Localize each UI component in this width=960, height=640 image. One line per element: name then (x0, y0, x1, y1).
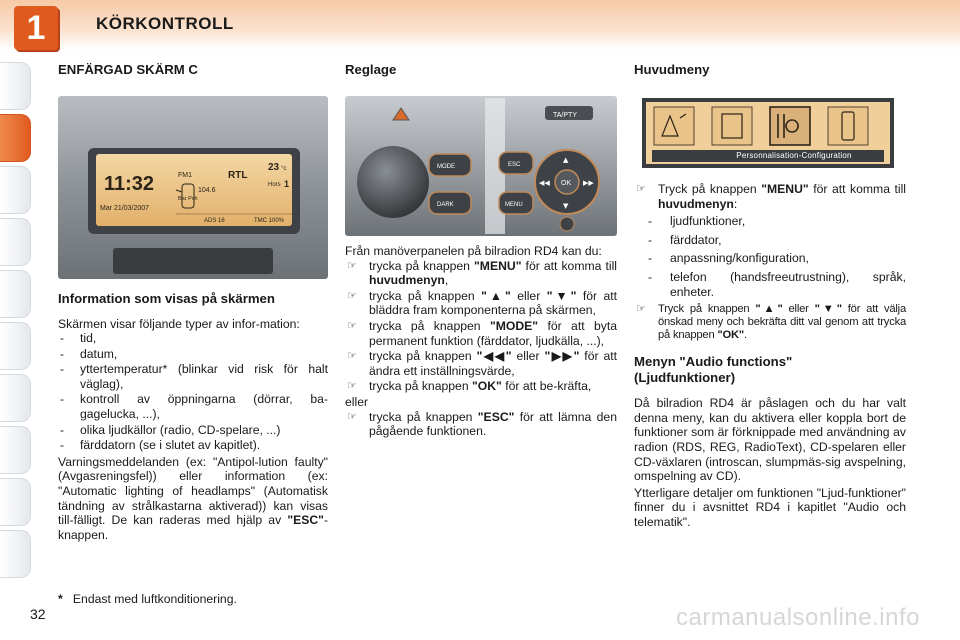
control-panel-illustration (345, 96, 617, 236)
footnote (58, 592, 237, 606)
pointer-icon: ☞ (347, 259, 357, 272)
down-arrow-icon: ▼ (563, 202, 569, 210)
pointer-icon: ☞ (636, 183, 646, 195)
pointer-icon: ☞ (347, 350, 357, 363)
list-item: - tid, (58, 331, 328, 346)
screen-temperature: 23 (268, 162, 280, 173)
chapter-tab[interactable] (0, 270, 31, 318)
control-panel-photo (345, 96, 617, 236)
chapter-tab[interactable] (0, 218, 31, 266)
audio-paragraph-1: Då bilradion RD4 är påslagen och du har valt denna meny, kan du aktivera eller koppla bort de funktioner som är förknippade med användning av radion (RDS, REG, RadioText), CD-spelaren eller CD-växlaren (introscan, slumpmäs-sig avspelning, omspelning av CD). (634, 396, 906, 484)
sub-heading-audio-functions: Menyn "Audio functions" (Ljudfunktioner) (634, 354, 793, 385)
warning-text-end: -knappen. (58, 513, 328, 542)
chapter-tab[interactable] (0, 478, 31, 526)
chapter-tab-active[interactable] (0, 114, 31, 162)
list-item: ☞ trycka på knappen "ESC" för att lämna den pågående funktionen. (347, 409, 617, 439)
screen-ads: ADS 16 (204, 218, 225, 224)
watermark: carmanualsonline.info (676, 604, 920, 631)
chapter-tab[interactable] (0, 426, 31, 474)
dark-button-label: DARK (437, 202, 454, 208)
display-screen-photo (58, 96, 328, 279)
screen-time: 11:32 (104, 173, 155, 195)
list-item: ☞ trycka på knappen "MENU" för att komma till huvudmenyn, (347, 258, 617, 288)
list-item: ☞ trycka på knappen "▲" eller "▼" för att bläddra fram komponenterna på skärmen, (347, 288, 618, 318)
screen-bands: Bar Pch (178, 196, 198, 202)
pointer-icon: ☞ (636, 303, 646, 316)
configuration-icon[interactable] (770, 107, 810, 145)
chapter-number-badge: 1 (14, 6, 58, 50)
section-heading-controls: Reglage (345, 62, 397, 77)
trip-computer-icon[interactable] (712, 107, 752, 145)
list-item: ☞ trycka på knappen "MODE" för att byta permanent funktion (färddator, ljudkälla, ...), (347, 318, 618, 348)
display-screen-illustration (58, 96, 328, 279)
esc-button-label: ESC (508, 162, 521, 168)
display-intro: Skärmen visar följande typer av infor-mation: (58, 316, 300, 331)
chapter-tab[interactable] (0, 166, 31, 214)
sub-heading-information: Information som visas på skärmen (58, 291, 275, 306)
list-item: ☞ trycka på knappen "OK" för att be-kräfta, (347, 379, 592, 394)
list-item: - datum, (58, 347, 328, 362)
mode-button-label: MODE (437, 164, 455, 170)
pointer-icon: ☞ (347, 289, 357, 302)
pointer-icon: ☞ (347, 410, 357, 423)
list-item: - kontroll av öppningarna (dörrar, ba-gagelucka, ...), (58, 392, 328, 421)
forward-icon: ▶▶ (583, 179, 594, 187)
list-item: ☞ Tryck på knappen "MENU" för att komma till huvudmenyn: (636, 182, 906, 211)
up-arrow-icon: ▲ (563, 156, 569, 164)
main-menu-list (634, 182, 906, 211)
telephone-icon[interactable] (828, 107, 868, 145)
chapter-tab[interactable] (0, 374, 31, 422)
controls-or: eller (345, 394, 369, 409)
screen-band: FM1 (178, 172, 192, 179)
menu-button-label: MENU (505, 202, 523, 208)
screen-frequency: 104.6 (198, 187, 216, 194)
footnote-star: * (58, 592, 63, 606)
column-controls (345, 62, 617, 440)
list-item: - färddator, (646, 233, 906, 248)
chapter-tabs (0, 62, 36, 582)
list-item: ☞ trycka på knappen "◀◀" eller "▶▶" för att ändra ett inställningsvärde, (347, 349, 618, 378)
controls-list-esc (345, 410, 617, 439)
pointer-icon: ☞ (347, 319, 357, 332)
main-menu-items (646, 214, 906, 299)
column-main-menu (634, 62, 906, 530)
volume-knob[interactable] (357, 146, 429, 218)
screen-temperature-unit: °c (281, 166, 287, 172)
rewind-icon: ◀◀ (539, 179, 550, 187)
section-heading-main-menu: Huvudmeny (634, 62, 710, 77)
screen-preset: 1 (284, 179, 290, 189)
ta-button-label[interactable]: TA/PTY (553, 112, 577, 119)
section-heading-display: ENFÄRGAD SKÄRM C (58, 62, 198, 77)
menu-caption: Personnalisation-Configuration (736, 151, 852, 160)
screen-date: Mar 21/03/2007 (100, 205, 150, 212)
list-item: - olika ljudkällor (radio, CD-spelare, ...) (58, 423, 328, 438)
audio-paragraph-2: Ytterligare detaljer om funktionen "Ljud-funktioner" finner du i avsnittet RD4 i kapitlet "Audio och telematik". (634, 485, 906, 529)
esc-key-label: "ESC" (287, 513, 324, 528)
screen-station: RTL (228, 170, 248, 181)
chapter-tab[interactable] (0, 62, 31, 110)
pointer-icon: ☞ (347, 380, 357, 393)
list-item: - telefon (handsfreeutrustning), språk, enheter. (646, 270, 906, 299)
screen-tmc: TMC 100% (254, 218, 285, 224)
page-number: 32 (30, 606, 46, 622)
list-item: - anpassning/konfiguration, (646, 251, 906, 266)
warning-paragraph (58, 455, 328, 543)
column-display (58, 62, 328, 542)
list-item: ☞ Tryck på knappen "▲" eller "▼" för att välja önskad meny och bekräfta ditt val genom att trycka på knappen "OK". (636, 303, 906, 342)
controls-list (345, 259, 617, 394)
list-item: - ljudfunktioner, (646, 214, 906, 229)
display-items-list (58, 331, 328, 453)
page-title: KÖRKONTROLL (96, 14, 234, 33)
list-item: - yttertemperatur* (blinkar vid risk för halt väglag), (58, 362, 328, 391)
footnote-text: Endast med luftkonditionering. (72, 592, 237, 606)
screen-preset-label: Hors (268, 182, 281, 188)
warning-text: Varningsmeddelanden (ex: "Antipol-lution faulty" (Avgasreningsfel)) eller information (ex: "Automatic lighting of headlamps" (Automatisk tändning av strålkastarna aktiverad)) kan visas till-fälligt. De kan raderas med hjälp av (58, 454, 328, 528)
ok-button-label: OK (561, 180, 572, 187)
controls-intro: Från manöverpanelen på bilradion RD4 kan du: (345, 244, 602, 258)
chapter-tab[interactable] (0, 322, 31, 370)
main-menu-select (634, 303, 906, 342)
list-item: - färddatorn (se i slutet av kapitlet). (58, 438, 328, 453)
chapter-tab[interactable] (0, 530, 31, 578)
